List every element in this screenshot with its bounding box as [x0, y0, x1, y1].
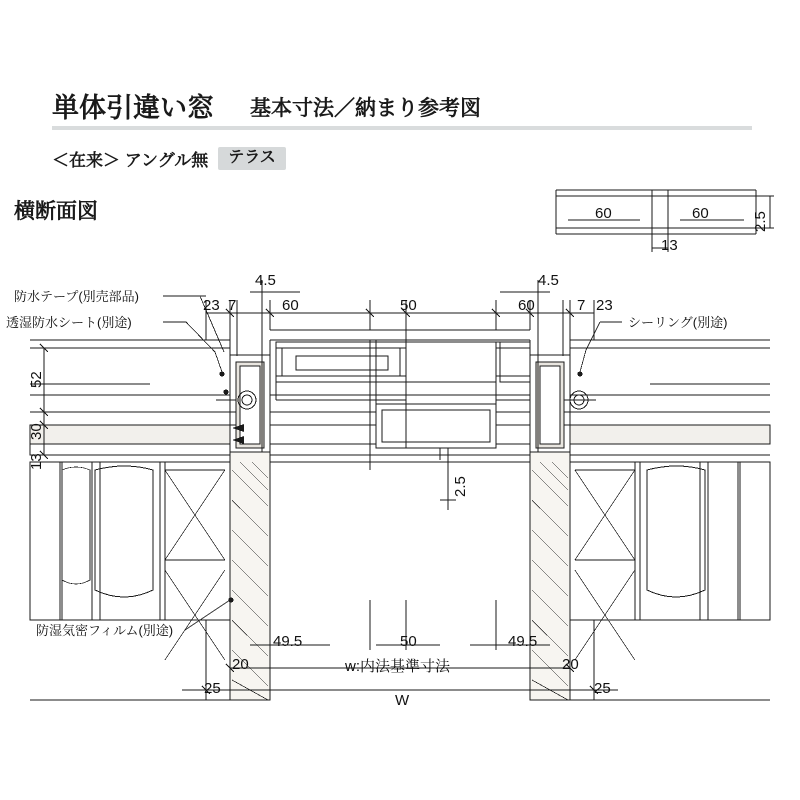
dim-4p5-right: 4.5 [538, 272, 559, 289]
page-subtitle: 基本寸法／納まり参考図 [250, 97, 481, 120]
dim-13: 13 [28, 453, 45, 470]
dim-overall-W: W [395, 692, 410, 709]
dim-top-2p5: 2.5 [752, 211, 769, 232]
dim-52: 52 [28, 371, 45, 388]
dim-60-left: 60 [282, 297, 299, 314]
dim-23-left: 23 [203, 297, 220, 314]
dim-2p5-inner: 2.5 [452, 476, 469, 497]
dim-top-60-right: 60 [692, 205, 709, 222]
dim-30: 30 [28, 423, 45, 440]
dim-23-right: 23 [596, 297, 613, 314]
dim-top-13: 13 [661, 237, 678, 254]
dim-7-left: 7 [228, 297, 237, 314]
page-title: 単体引違い窓 [52, 93, 214, 123]
anno-vapor-barrier-film: 防湿気密フィルム(別途) [36, 623, 174, 638]
dim-7-right: 7 [577, 297, 586, 314]
dim-49p5-left: 49.5 [273, 633, 303, 650]
dim-top-60-left: 60 [595, 205, 612, 222]
dim-50-bottom: 50 [400, 633, 417, 650]
section-label: 横断面図 [14, 200, 98, 223]
label-inner-standard-width: w:内法基準寸法 [345, 658, 451, 675]
dim-20-right: 20 [562, 656, 579, 673]
anno-vapor-permeable-sheet: 透湿防水シート(別途) [6, 315, 132, 330]
anno-waterproof-tape: 防水テープ(別売部品) [14, 289, 140, 304]
dim-20-left: 20 [232, 656, 249, 673]
dim-50-top: 50 [400, 297, 417, 314]
anno-sealing: シーリング(別途) [628, 315, 728, 330]
dim-49p5-right: 49.5 [508, 633, 538, 650]
spec-chip-terrace: テラス [218, 147, 286, 170]
dim-4p5-left: 4.5 [255, 272, 276, 289]
dim-25-right: 25 [594, 680, 611, 697]
spec-text: ＜在来＞ アングル無 [52, 150, 209, 170]
dim-25-left: 25 [204, 680, 221, 697]
dim-60-right: 60 [518, 297, 535, 314]
